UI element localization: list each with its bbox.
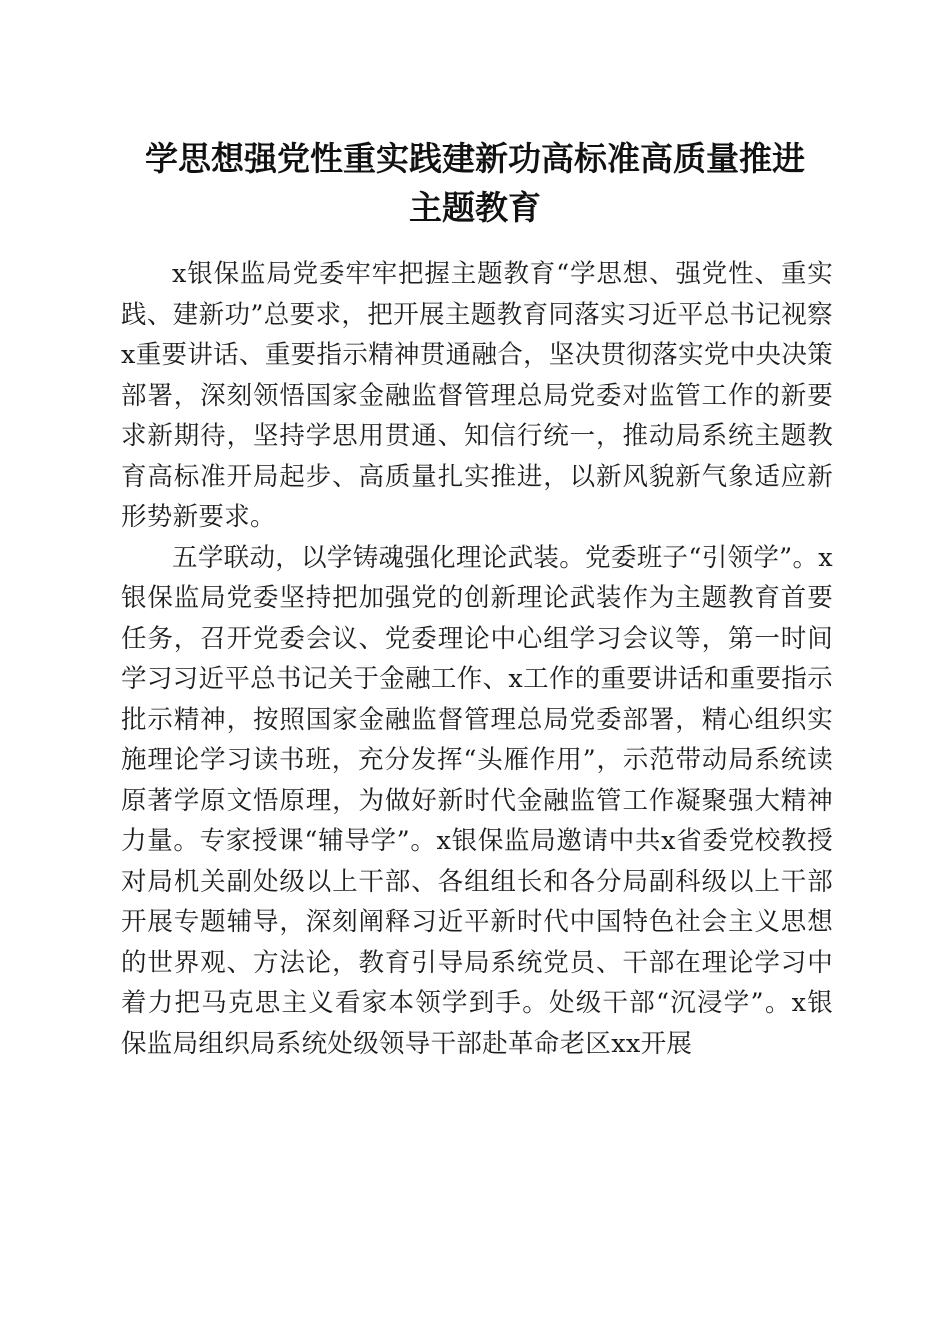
paragraph-five-learning: 五学联动，以学铸魂强化理论武装。党委班子“引领学”。x银保监局党委坚持把加强党的创新理论武装作为主题教育首要任务，召开党委会议、党委理论中心组学习会议等，第一时间学习习近平总书记关于金融工作、x工作的重要讲话和重要指示批示精神，按照国家金融监督管理总局党委部署，精心组织实施理论学习读书班，充分发挥“头雁作用”，示范带动局系统读原著学原文悟原理，为做好新时代金融监管工作凝聚强大精神力量。专家授课“辅导学”。x银保监局邀请中共x省委党校教授对局机关副处级以上干部、各组组长和各分局副科级以上干部开展专题辅导，深刻阐释习近平新时代中国特色社会主义思想的世界观、方法论，教育引导局系统党员、干部在理论学习中着力把马克思主义看家本领学到手。处级干部“沉浸学”。x银保监局组织局系统处级领导干部赴革命老区xx开展 xyxy=(121,542,833,1059)
paragraph-intro: x银保监局党委牢牢把握主题教育“学思想、强党性、重实践、建新功”总要求，把开展主题教育同落实习近平总书记视察x重要讲话、重要指示精神贯通融合，坚决贯彻落实党中央决策部署，深刻领悟国家金融监督管理总局党委对监管工作的新要求新期待，坚持学思用贯通、知信行统一，推动局系统主题教育高标准开局起步、高质量扎实推进，以新风貌新气象适应新形势新要求。 xyxy=(121,259,833,532)
title-line-1: 学思想强党性重实践建新功高标准高质量推进 xyxy=(145,139,805,178)
document-title xyxy=(100,134,850,232)
document-body xyxy=(121,254,833,1064)
title-line-2: 主题教育 xyxy=(409,188,541,227)
